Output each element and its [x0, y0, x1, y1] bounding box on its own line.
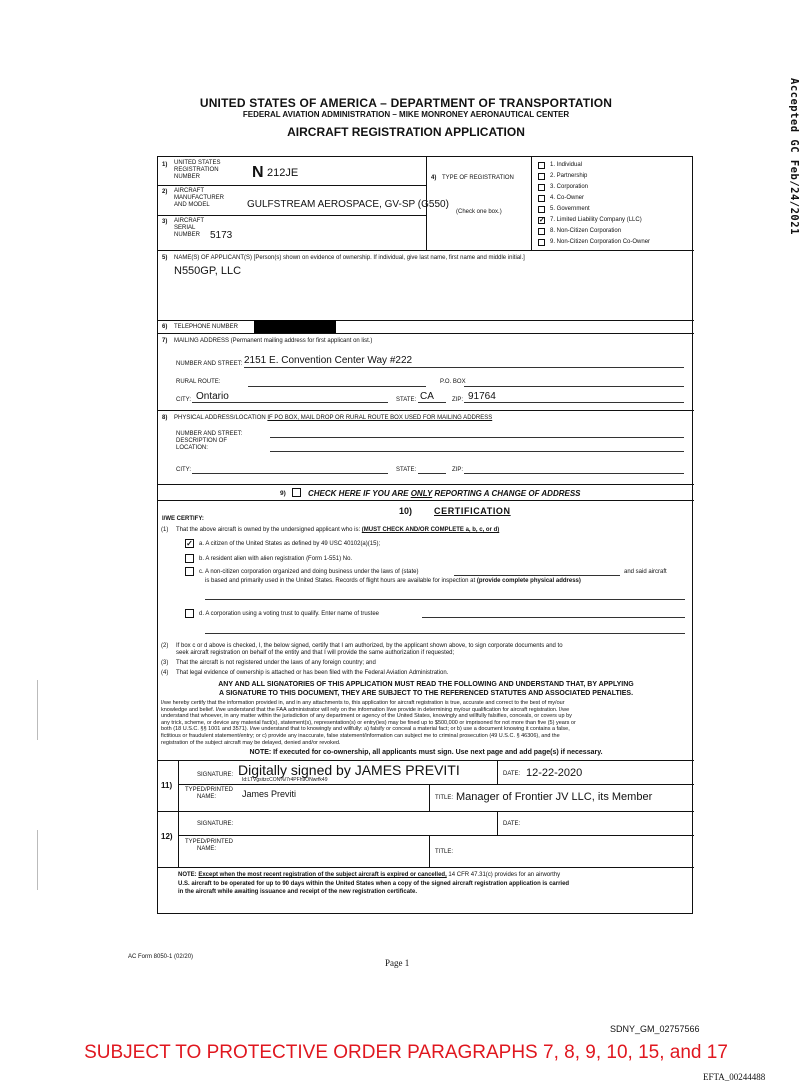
signature-12-label: SIGNATURE:: [197, 821, 234, 827]
registration-type-option[interactable]: [538, 182, 692, 193]
serial-number-value[interactable]: 5173: [210, 230, 233, 241]
registration-type-option[interactable]: [538, 193, 692, 204]
efta-number: EFTA_00244488: [703, 1072, 766, 1082]
registration-type-label: 4. Co-Owner: [550, 195, 585, 201]
mailing-zip-label: ZIP:: [452, 397, 464, 403]
accepted-stamp: Accepted GC Feb/24/2021: [788, 78, 800, 235]
section-3-number: 3): [162, 219, 168, 225]
date-12-label: DATE:: [503, 821, 521, 827]
certification-title: CERTIFICATION: [434, 506, 511, 516]
mailing-zip-value[interactable]: 91764: [468, 391, 496, 402]
registration-type-label: 2. Partnership: [550, 173, 588, 179]
section-11-number: 11): [161, 781, 173, 790]
mailing-city-label: CITY:: [176, 397, 192, 403]
we-certify: I/WE CERTIFY:: [162, 516, 204, 522]
signature-12-field[interactable]: [248, 817, 488, 831]
registration-type-checkbox[interactable]: [538, 162, 545, 169]
section-2-label: AIRCRAFT MANUFACTURER AND MODEL: [174, 188, 225, 208]
section-7-number: 7): [162, 338, 168, 344]
section-3-label: AIRCRAFT SERIAL NUMBER: [174, 218, 204, 238]
registration-form: [157, 156, 693, 914]
option-a-text: a. A citizen of the United States as defined by 49 USC 40102(a)(15);: [199, 541, 381, 547]
section-4-label: TYPE OF REGISTRATION: [442, 175, 514, 181]
form-number: AC Form 8050-1 (02/20): [128, 954, 194, 960]
protective-order-notice: SUBJECT TO PROTECTIVE ORDER PARAGRAPHS 7, 8, 9, 10, 15, and 17: [84, 1042, 728, 1063]
item-4-text: That legal evidence of ownership is attached or has been filed with the Federal Aviation Administration.: [176, 670, 449, 676]
section-2-number: 2): [162, 189, 168, 195]
section-1-label: UNITED STATES REGISTRATION NUMBER: [174, 160, 221, 180]
redacted-phone: [254, 320, 336, 333]
date-11-label: DATE:: [503, 771, 521, 777]
mailing-state-label: STATE:: [396, 397, 417, 403]
option-c-line2: is based and primarily used in the United States. Records of flight hours are available for inspection at (provide complete physical address): [205, 578, 581, 584]
section-6-label: TELEPHONE NUMBER: [174, 324, 239, 330]
po-box-label: P.O. BOX: [440, 379, 466, 385]
registration-type-option[interactable]: [538, 204, 692, 215]
digital-signature[interactable]: Digitally signed by JAMES PREVITI: [238, 762, 460, 778]
bates-number: SDNY_GM_02757566: [610, 1024, 700, 1034]
section-9-number: 9): [280, 490, 286, 497]
physical-zip-label: ZIP:: [452, 467, 464, 473]
legal-certification: I/we hereby certify that the information provided in, and in any attachments to, this application for aircraft registration is true, accurate and correct to the best of my/our knowledge and belief. I/we understand that the FAA administrator will rely on the information I/we provide in determining my/our qualification for aircraft registration. I/we understand that whoever, in any matter within the jurisdiction of any department or agency of the United States, knowingly and willfully falsifies, conceals, or covers up by any trick, scheme, or device any material fact(s), statement(s), representation(s) or entry(ies) may be fined up to $500,000 or imprisoned for not more than five (5) years or both (18 U.S.C. §§ 1001 and 3571). I/we understand that to knowingly and willfully: a) falsify or conceal a material fact; or b) use a document knowing it contains a false, fictitious or fraudulent statement/entry; or c) provide any inaccurate, false statement/information can subject me to criminal prosecution (49 U.S.C. § 46306), and the registration of the subject aircraft may be delayed, denied and/or revoked.: [161, 700, 576, 746]
applicant-name-value[interactable]: N550GP, LLC: [174, 265, 242, 277]
physical-city-label: CITY:: [176, 467, 192, 473]
registration-number-value[interactable]: 212JE: [267, 167, 299, 179]
section-8-number: 8): [162, 415, 168, 421]
registration-type-checkbox[interactable]: [538, 195, 545, 202]
date-11-value[interactable]: 12-22-2020: [526, 767, 583, 779]
item-4-number: (4): [161, 670, 169, 676]
name-12-field[interactable]: [244, 841, 424, 855]
co-ownership-note: NOTE: If executed for co-ownership, all applicants must sign. Use next page and add page(s) if necessary.: [249, 749, 603, 756]
section-4-note: (Check one box.): [456, 209, 502, 215]
section-10-number: 10): [399, 506, 413, 516]
physical-state-label: STATE:: [396, 467, 417, 473]
resident-alien-checkbox[interactable]: [185, 554, 194, 563]
airworthy-note: NOTE: Except when the most recent registration of the subject aircraft is expired or cancelled, 14 CFR 47.31(c) provides for an airworthy U.S. aircraft to be operated for up to 90 days within the United States when a copy of the signed aircraft registration application is carried in the aircraft while awaiting issuance and receipt of the new registration certificate.: [178, 872, 570, 895]
non-citizen-corp-checkbox[interactable]: [185, 567, 194, 576]
item-3-number: (3): [161, 660, 169, 666]
registration-type-label: 3. Corporation: [550, 184, 589, 190]
mailing-city-value[interactable]: Ontario: [196, 391, 229, 402]
registration-type-label: 9. Non-Citizen Corporation Co-Owner: [550, 239, 651, 245]
item-3-text: That the aircraft is not registered under the laws of any foreign country; and: [176, 660, 376, 666]
signature-11-label: SIGNATURE:: [197, 772, 234, 778]
physical-street-label: NUMBER AND STREET: DESCRIPTION OF LOCATION:: [176, 431, 243, 451]
title-12-field[interactable]: [458, 843, 688, 857]
header-agency: UNITED STATES OF AMERICA – DEPARTMENT OF TRANSPORTATION: [199, 96, 613, 110]
section-8-label: PHYSICAL ADDRESS/LOCATION IF PO BOX, MAIL DROP OR RURAL ROUTE BOX USED FOR MAILING ADDRESS: [174, 415, 493, 421]
header-sub-agency: FEDERAL AVIATION ADMINISTRATION – MIKE MONRONEY AERONAUTICAL CENTER: [242, 110, 570, 119]
section-7-label: MAILING ADDRESS (Permanent mailing address for first applicant on list.): [174, 338, 373, 344]
digital-signature-id: Id:LTVgsitzcCON%/7r4PFh9ONwrfk49: [242, 777, 328, 783]
registration-type-label: 5. Government: [550, 206, 590, 212]
registration-type-option[interactable]: [538, 171, 692, 182]
registration-type-checkbox[interactable]: ✓: [539, 217, 545, 224]
registration-type-checkbox[interactable]: [538, 228, 545, 235]
registration-type-label: 8. Non-Citizen Corporation: [550, 228, 622, 234]
manufacturer-model-value[interactable]: GULFSTREAM AEROSPACE, GV-SP (G550): [247, 199, 449, 210]
name-11-label: TYPED/PRINTED NAME:: [185, 787, 234, 800]
section-5-number: 5): [162, 255, 168, 261]
penalty-warning: ANY AND ALL SIGNATORIES OF THIS APPLICATION MUST READ THE FOLLOWING AND UNDERSTAND THAT, BY APPLYING A SIGNATURE TO THIS DOCUMENT, THEY ARE SUBJECT TO THE REFERENCED STATUTES AND ASSOCIATED PENALTIES.: [218, 681, 634, 697]
section-12-number: 12): [161, 832, 173, 841]
section-6-number: 6): [162, 324, 168, 330]
scan-mark: [37, 830, 38, 890]
registration-type-option[interactable]: [538, 215, 692, 226]
n-number-prefix: N: [252, 164, 264, 181]
scan-mark: [37, 680, 38, 740]
citizen-checkbox[interactable]: ✓: [186, 539, 193, 548]
mailing-street-value[interactable]: 2151 E. Convention Center Way #222: [244, 355, 413, 366]
option-b-text: b. A resident alien with alien registration (Form 1-551) No.: [199, 556, 353, 562]
registration-type-checkbox[interactable]: [538, 206, 545, 213]
rural-route-label: RURAL ROUTE:: [176, 379, 221, 385]
title-12-label: TITLE:: [435, 849, 454, 855]
voting-trust-checkbox[interactable]: [185, 609, 194, 618]
name-12-label: TYPED/PRINTED NAME:: [185, 839, 234, 852]
date-12-field[interactable]: [528, 817, 688, 831]
item-1-number: (1): [161, 527, 169, 533]
page-number: Page 1: [385, 958, 410, 968]
title-11-value[interactable]: Manager of Frontier JV LLC, its Member: [456, 791, 653, 803]
section-9-label: CHECK HERE IF YOU ARE ONLY REPORTING A CHANGE OF ADDRESS: [308, 489, 581, 498]
registration-type-checkbox[interactable]: [538, 239, 545, 246]
registration-type-label: 7. Limited Liability Company (LLC): [550, 217, 642, 223]
registration-type-checkbox[interactable]: [538, 173, 545, 180]
option-c-text: c. A non-citizen corporation organized and doing business under the laws of (state): [199, 569, 419, 575]
registration-type-checkbox[interactable]: [538, 184, 545, 191]
mailing-state-value[interactable]: CA: [420, 391, 434, 402]
registration-type-options: [538, 160, 692, 248]
registration-type-option[interactable]: [538, 226, 692, 237]
change-of-address-checkbox[interactable]: [292, 488, 301, 497]
item-1-text: That the above aircraft is owned by the undersigned applicant who is: (MUST CHECK AND/OR COMPLETE a, b, c, or d): [176, 527, 500, 533]
registration-type-label: 1. Individual: [550, 162, 583, 168]
section-5-label: NAME(S) OF APPLICANT(S) [Person(s) shown on evidence of ownership. If individual, give last name, first name and middle initial.]: [174, 255, 525, 261]
section-4-number: 4): [431, 175, 437, 181]
registration-type-option[interactable]: [538, 237, 692, 248]
option-c-tail: and said aircraft: [624, 569, 667, 575]
option-d-text: d. A corporation using a voting trust to qualify. Enter name of trustee: [199, 611, 379, 617]
section-1-number: 1): [162, 162, 168, 168]
registration-type-option[interactable]: [538, 160, 692, 171]
mailing-street-label: NUMBER AND STREET:: [176, 361, 243, 367]
name-11-value[interactable]: James Previti: [242, 789, 297, 799]
item-2-text: If box c or d above is checked, I, the below signed, certify that I am authorized, by the applicant shown above, to sign corporate documents and to seek aircraft registration on behalf of the entity and that I will provide the same authorization if requested;: [176, 643, 563, 656]
title-11-label: TITLE:: [435, 795, 454, 801]
form-title: AIRCRAFT REGISTRATION APPLICATION: [287, 125, 525, 139]
item-2-number: (2): [161, 643, 169, 649]
